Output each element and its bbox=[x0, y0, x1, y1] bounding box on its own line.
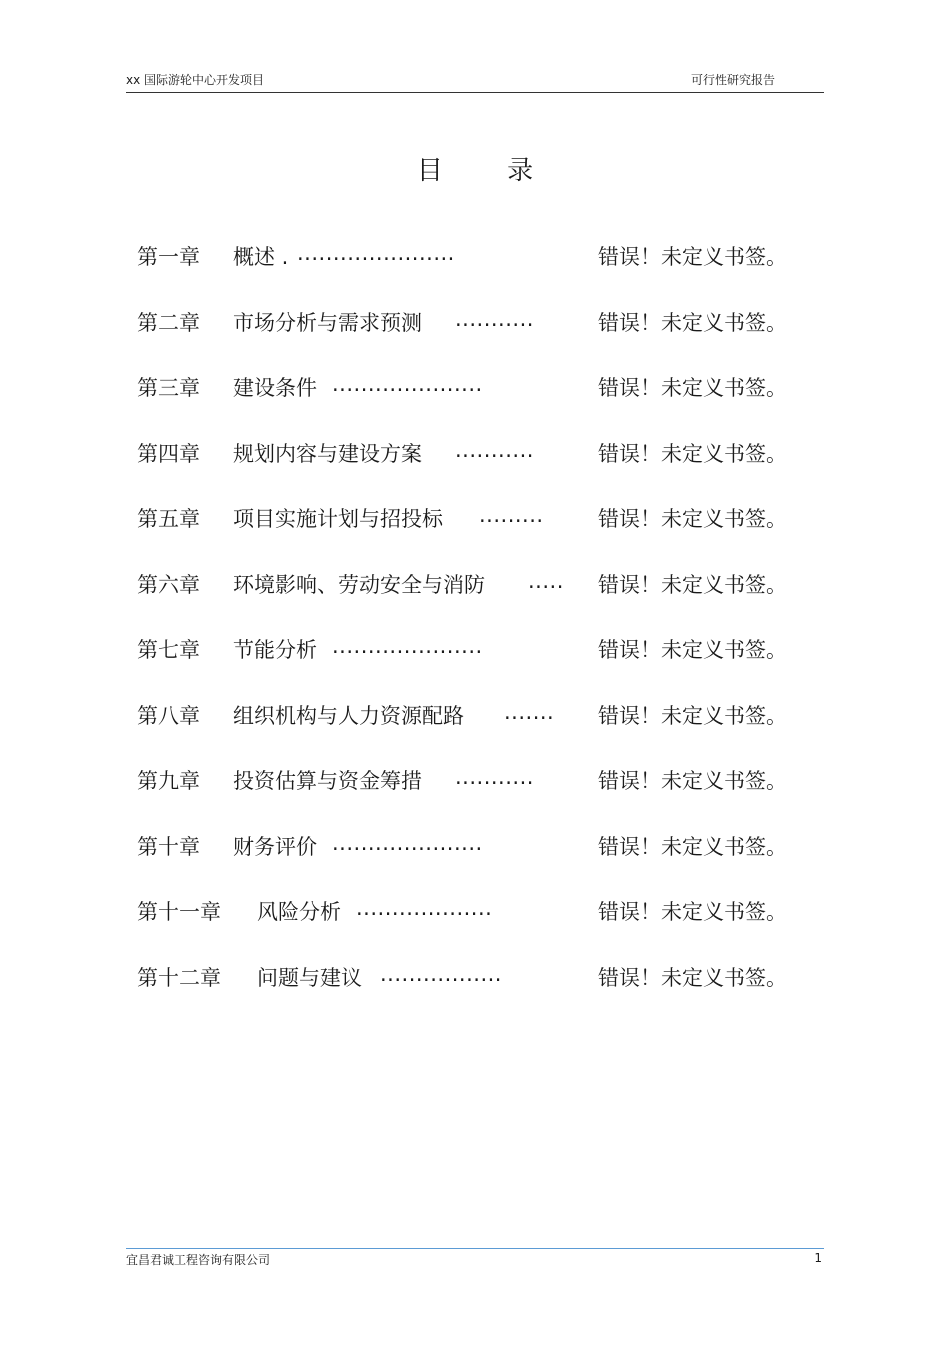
toc-chapter-name: 投资估算与资金筹措 bbox=[233, 769, 422, 793]
page-footer bbox=[126, 1248, 824, 1269]
toc-chapter-name: 项目实施计划与招投标 bbox=[233, 507, 443, 531]
toc-entry[interactable] bbox=[137, 962, 837, 1028]
toc-entry[interactable] bbox=[137, 307, 837, 373]
toc-page-ref: 错误！未定义书签。 bbox=[598, 572, 787, 597]
toc-chapter-name: 规划内容与建设方案 bbox=[233, 441, 422, 466]
toc-leader-dots: ..................... bbox=[332, 830, 483, 855]
toc-chapter-number: 第十二章 bbox=[137, 965, 221, 990]
toc-entry[interactable] bbox=[137, 569, 837, 635]
toc-entry[interactable] bbox=[137, 241, 837, 307]
toc-leader-dots: ..................... bbox=[332, 372, 483, 396]
toc-page-ref: 错误！未定义书签。 bbox=[598, 703, 787, 728]
toc-leader-dots: ....... bbox=[504, 699, 555, 724]
toc-chapter-number: 第八章 bbox=[137, 703, 200, 728]
toc-entry[interactable] bbox=[137, 634, 837, 700]
table-of-contents bbox=[137, 241, 837, 1027]
toc-chapter-number: 第五章 bbox=[137, 507, 200, 531]
toc-leader-dots: ........... bbox=[455, 765, 534, 789]
toc-leader-dots: ........... bbox=[455, 306, 534, 331]
toc-entry[interactable] bbox=[137, 831, 837, 897]
toc-leader-dots: ................. bbox=[380, 961, 502, 986]
toc-chapter-number: 第三章 bbox=[137, 376, 200, 400]
toc-page-ref: 错误！未定义书签。 bbox=[598, 376, 787, 400]
toc-leader-dots: ..................... bbox=[332, 634, 483, 658]
toc-leader-dots: ......... bbox=[479, 503, 544, 527]
toc-chapter-number: 第十一章 bbox=[137, 900, 221, 924]
toc-chapter-number: 第十章 bbox=[137, 834, 200, 859]
toc-chapter-name: 环境影响、劳动安全与消防 bbox=[233, 572, 485, 597]
toc-entry[interactable] bbox=[137, 438, 837, 504]
toc-chapter-name: 组织机构与人力资源配路 bbox=[233, 703, 464, 728]
toc-chapter-number: 第七章 bbox=[137, 638, 200, 662]
page-header bbox=[126, 70, 824, 93]
toc-chapter-number: 第二章 bbox=[137, 310, 200, 335]
toc-chapter-name: 市场分析与需求预测 bbox=[233, 310, 422, 335]
toc-leader-dots: ................... bbox=[356, 896, 493, 920]
toc-entry[interactable] bbox=[137, 765, 837, 831]
toc-heading: 目 录 bbox=[416, 156, 562, 186]
toc-chapter-number: 第四章 bbox=[137, 441, 200, 466]
toc-chapter-name: 问题与建议 bbox=[257, 965, 362, 990]
toc-page-ref: 错误！未定义书签。 bbox=[598, 441, 787, 466]
toc-chapter-name: 财务评价 bbox=[233, 834, 317, 859]
toc-page-ref: 错误！未定义书签。 bbox=[598, 834, 787, 859]
footer-company-name: 宜昌君诚工程咨询有限公司 bbox=[126, 1253, 271, 1267]
toc-page-ref: 错误！未定义书签。 bbox=[598, 965, 787, 990]
toc-page-ref: 错误！未定义书签。 bbox=[598, 310, 787, 335]
header-project-title: xx 国际游轮中心开发项目 bbox=[126, 73, 265, 87]
toc-chapter-name: 节能分析 bbox=[233, 638, 317, 662]
toc-entry[interactable] bbox=[137, 896, 837, 962]
toc-page-ref: 错误！未定义书签。 bbox=[598, 638, 787, 662]
toc-leader-dots: ..... bbox=[528, 568, 564, 593]
toc-chapter-name: 风险分析 bbox=[257, 900, 341, 924]
toc-chapter-number: 第六章 bbox=[137, 572, 200, 597]
toc-entry[interactable] bbox=[137, 700, 837, 766]
toc-chapter-name: 概述 . bbox=[233, 245, 289, 269]
toc-page-ref: 错误！未定义书签。 bbox=[598, 769, 787, 793]
toc-chapter-number: 第一章 bbox=[137, 245, 200, 269]
toc-entry[interactable] bbox=[137, 503, 837, 569]
toc-entry[interactable] bbox=[137, 372, 837, 438]
footer-page-number: 1 bbox=[814, 1251, 822, 1265]
toc-chapter-name: 建设条件 bbox=[233, 376, 317, 400]
header-document-type: 可行性研究报告 bbox=[690, 73, 775, 87]
toc-chapter-number: 第九章 bbox=[137, 769, 200, 793]
toc-page-ref: 错误！未定义书签。 bbox=[598, 507, 787, 531]
toc-page-ref: 错误！未定义书签。 bbox=[598, 900, 787, 924]
toc-page-ref: 错误！未定义书签。 bbox=[598, 245, 787, 269]
toc-leader-dots: ........... bbox=[455, 437, 534, 462]
toc-leader-dots: ...................... bbox=[297, 241, 455, 265]
